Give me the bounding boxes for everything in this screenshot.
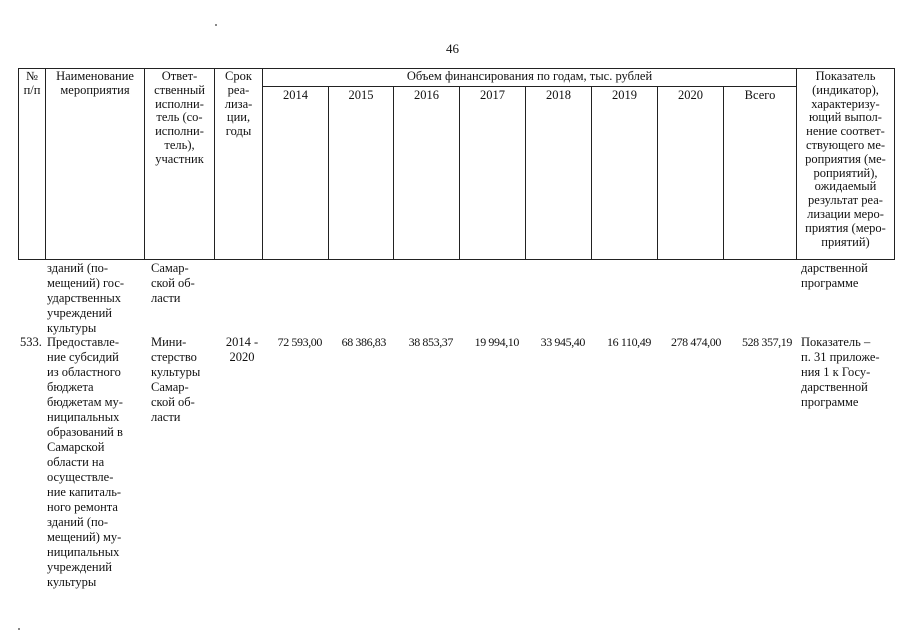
- row-term: 2014 - 2020: [225, 335, 259, 364]
- row-value-total: 528 357,19: [741, 335, 792, 349]
- continuation-name: зданий (по- мещений) гос- ударственных учреждений культуры: [47, 261, 125, 335]
- funding-divider: [262, 86, 796, 87]
- header-term: Срок реа- лиза- ции, годы: [224, 69, 253, 139]
- row-indicator: Показатель – п. 31 приложе- ния 1 к Госу- дарственной программе: [801, 335, 880, 409]
- row-name: Предоставле- ние субсидий из областного бюджета бюджетам му- ниципальных образований в Самарской области на осуществле- ние капиталь- ного ремонта зданий (по- мещений) му- ниципальных учреждений культуры: [47, 335, 123, 589]
- scan-speck: [18, 628, 20, 630]
- row-value-2018: 33 945,40: [540, 335, 585, 349]
- header-year: 2016: [414, 88, 439, 102]
- header-funding: Объем финансирования по годам, тыс. рублей: [406, 69, 653, 83]
- row-value-2017: 19 994,10: [474, 335, 519, 349]
- row-value-2019: 16 110,49: [607, 335, 651, 349]
- continuation-indicator: дарственной программе: [801, 261, 868, 290]
- header-year: 2017: [480, 88, 505, 102]
- col-divider: [328, 87, 329, 259]
- col-divider: [393, 87, 394, 259]
- header-year: 2018: [546, 88, 571, 102]
- row-value-2016: 38 853,37: [408, 335, 453, 349]
- header-year: 2019: [612, 88, 637, 102]
- row-number: 533.: [20, 335, 42, 349]
- col-divider: [657, 87, 658, 259]
- row-executor: Мини- стерство культуры Самар- ской об- ласти: [151, 335, 201, 424]
- row-value-2015: 68 386,83: [341, 335, 386, 349]
- col-divider: [591, 87, 592, 259]
- header-indicator: Показатель (индикатор), характеризу- ющий выпол- нение соответ- ствующего ме- роприятия (ме- роприятий), ожидаемый результат реа- лизации меро- приятия (меро- приятий): [805, 69, 886, 249]
- col-divider: [525, 87, 526, 259]
- header-num: № п/п: [23, 69, 41, 97]
- header-year: 2015: [348, 88, 374, 102]
- header-total: Всего: [744, 88, 776, 102]
- row-value-2014: 72 593,00: [277, 335, 322, 349]
- header-year: 2020: [678, 88, 703, 102]
- col-divider: [459, 87, 460, 259]
- table-header: [18, 68, 895, 260]
- col-divider: [723, 87, 724, 259]
- header-year: 2014: [283, 88, 308, 102]
- header-executor: Ответ- ственный исполни- тель (со- исполни- тель), участник: [154, 69, 205, 166]
- page-number: 46: [446, 41, 459, 56]
- scan-speck: [215, 24, 217, 26]
- continuation-executor: Самар- ской об- ласти: [151, 261, 195, 305]
- header-name: Наименование мероприятия: [56, 69, 134, 97]
- row-value-2020: 278 474,00: [670, 335, 721, 349]
